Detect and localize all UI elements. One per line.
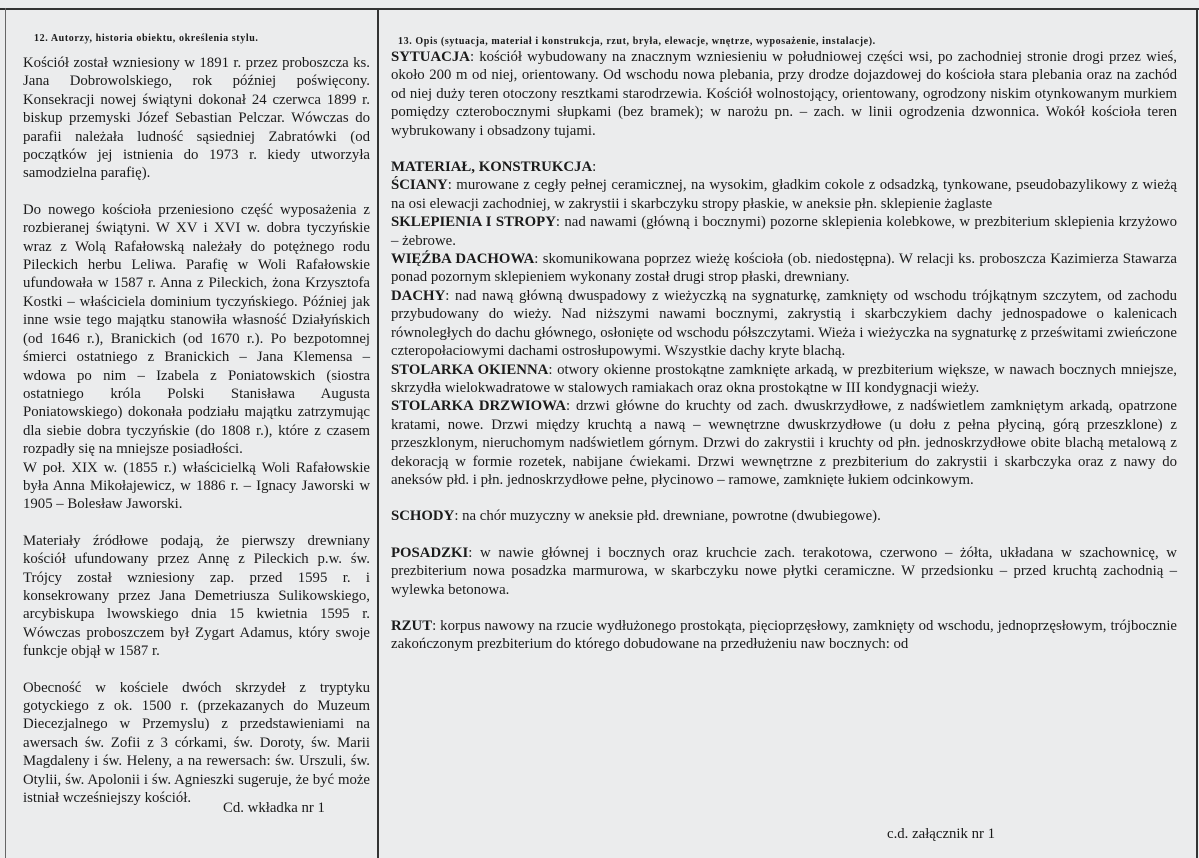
history-paragraph: Kościół został wzniesiony w 1891 r. przez proboszcza ks. Jana Dobrowolskiego, rok później poświęcony. Konsekracji nowej świątyni dokonał 24 czerwca 1899 r. biskup przemyski Józef Sebastian Pelczar. Wówczas do parafii należała ludność sąsiedniej Zabratówki (od początków jej istnienia do 1973 r. kiedy utworzyła samodzielna parafię). bbox=[23, 55, 370, 182]
history-paragraph: Materiały źródłowe podają, że pierwszy drewniany kościół ufundowany przez Annę z Pileckich p.w. św. Trójcy został wzniesiony zap. przed 1595 r. i konsekrowany przez Jana Demetriusza Sulikowskiego, arcybiskupa lwowskiego dnia 15 kwietnia 1595 r. Wówczas proboszczem był Zygart Adamus, który swoje funkcje objął w 1587 r. bbox=[23, 532, 370, 660]
section-label: SCHODY bbox=[391, 508, 455, 525]
section-schody: SCHODY: na chór muzyczny w aneksie płd. drewniane, powrotne (dwubiegowe). bbox=[391, 508, 881, 525]
section-label: WIĘŹBA DACHOWA bbox=[391, 251, 535, 268]
section-rzut: RZUT: korpus nawowy na rzucie wydłużonego prostokąta, pięcioprzęsłowy, zamknięty od wschodu, jednoprzęsłowym, trójbocznie zakończonym prezbiterium do którego dobudowane na przedłużeniu naw bocznych: od bbox=[391, 617, 1177, 653]
section-label: RZUT bbox=[391, 617, 433, 634]
section-dachy: DACHY: nad nawą główną dwuspadowy z wieżyczką na sygnaturkę, zamknięty od wschodu trójkątnym szczytem, od zachodu przybudowany do wieży. Nad niższymi nawami bocznymi, zakrystią i skarbczykiem dachy jednospadowe o kalenicach równoległych do dachu głównego, osłonięte od wschodu półszczytami. Wieża i wieżyczka na sygnaturkę z prześwitami zwieńczone czteropołaciowymi dachami ostrosłupowymi. Wszystkie dachy kryte blachą. bbox=[391, 287, 1177, 360]
description-body bbox=[391, 48, 1177, 654]
history-paragraph: W poł. XIX w. (1855 r.) właścicielką Woli Rafałowskie była Anna Mikołajewicz, w 1886 r. – Ignacy Jaworski w 1905 – Bolesław Jaworski. bbox=[23, 459, 370, 513]
section-label: MATERIAŁ, KONSTRUKCJA bbox=[391, 159, 593, 176]
section-sytuacja: SYTUACJA: kościół wybudowany na znacznym wzniesieniu w południowej części wsi, po zachodniej stronie drogi przez wieś, około 200 m od niej, orientowany. Od wschodu nowa plebania, przy drodze dojazdowej do kościoła stara plebania oraz na zachód od niej duży teren otoczony resztkami starodrzewia. Kościół wolnostojący, orientowany, ogrodzony niskim otynkowanym murkiem pomiędzy czterobocznymi słupkami (bez bramek); w narożu pn. – zach. w linii ogrodzenia dzwonnica. Wokół kościoła teren wybrukowany i obsadzony tujami. bbox=[391, 49, 1177, 139]
section-posadzki: POSADZKI: w nawie głównej i bocznych oraz kruchcie zach. terakotowa, czerwono – żółta, układana w szachownicę, w prezbiterium nowa posadzka marmurowa, w skarbczyku nowe płytki ceramiczne. W przedsionku – przed kruchtą zachodnią – wylewka betonowa. bbox=[391, 544, 1177, 598]
section-label: STOLARKA OKIENNA bbox=[391, 361, 549, 378]
history-paragraph: Obecność w kościele dwóch skrzydeł z tryptyku gotyckiego z ok. 1500 r. (przekazanych do Muzeum Diecezjalnego w Przemyslu) z przedstawieniami na awersach św. Zofii z 3 córkami, św. Doroty, św. Marii Magdaleny i św. Heleny, a na rewersach: św. Urszuli, św. Otylii, św. Apolonii i św. Agnieszki sugeruje, że być może istniał wcześniejszy kościół. bbox=[23, 679, 370, 807]
history-body bbox=[23, 54, 370, 807]
section-wiezba: WIĘŹBA DACHOWA: skomunikowana poprzez wieżę kościoła (ob. niedostępna). W relacji ks. proboszcza Kazimierza Stawarza ponad pozornym sklepieniem wykonany został drugi strop płaski, drewniany. bbox=[391, 251, 1178, 286]
column-divider bbox=[377, 8, 379, 858]
description-column bbox=[380, 0, 1199, 858]
history-column bbox=[0, 0, 377, 858]
description-heading: 13. Opis (sytuacja, materiał i konstrukcja, rzut, bryła, elewacje, wnętrze, wyposażenie, instalacje). bbox=[398, 36, 876, 47]
section-material: MATERIAŁ, KONSTRUKCJA: bbox=[391, 159, 597, 176]
history-heading: 12. Autorzy, historia obiektu, określenia stylu. bbox=[34, 33, 259, 44]
section-label: POSADZKI bbox=[391, 544, 469, 561]
section-sklepienia: SKLEPIENIA I STROPY: nad nawami (główną i bocznymi) pozorne sklepienia kolebkowe, w prezbiterium sklepienia krzyżowo – żebrowe. bbox=[391, 214, 1177, 249]
section-sciany: ŚCIANY: murowane z cegły pełnej ceramicznej, na wysokim, gładkim cokole z odsadzką, tynkowane, pseudobazylikowy z wieżą na osi elewacji zachodniej, w zakrystii i skarbczyku stropy płaskie, w aneksie płn. sklepienie żaglaste bbox=[391, 177, 1177, 212]
history-footer-note: Cd. wkładka nr 1 bbox=[223, 800, 325, 816]
section-label: STOLARKA DRZWIOWA bbox=[391, 398, 566, 415]
section-label: SYTUACJA bbox=[391, 49, 470, 65]
section-label: ŚCIANY bbox=[391, 177, 448, 194]
description-footer-note: c.d. załącznik nr 1 bbox=[887, 826, 996, 842]
section-drzwiowa: STOLARKA DRZWIOWA: drzwi główne do kruchty od zach. dwuskrzydłowe, z nadświetlem zamkniętym arkadą, opatrzone kratami, nowe. Drzwi między kruchtą a nawą – wewnętrzne dwuskrzydłowe (u dołu z pełna płyciną, górą przeszklone) z przeszklonym, nieruchomym nadświetlem górnym. Drzwi do zakrystii i kruchty od płn. jednoskrzydłowe obite blachą metalową z dekoracją w formie rozetek, nabijane ćwiekami. Drzwi wewnętrzne z prezbiterium do zakrystii i skarbczyka oraz z nawy do aneksów płd. i płn. jednoskrzydłowe pełne, płycinowo – ramowe, zamknięte łukiem odcinkowym. bbox=[391, 398, 1177, 488]
section-label: SKLEPIENIA I STROPY bbox=[391, 214, 556, 231]
section-okienna: STOLARKA OKIENNA: otwory okienne prostokątne zamknięte arkadą, w prezbiterium większe, w nawach bocznych mniejsze, skrzydła wielokwadratowe w stalowych ramiakach oraz okna prostokątne w III kondygnacji wieży. bbox=[391, 361, 1177, 396]
section-label: DACHY bbox=[391, 287, 446, 304]
history-paragraph: Do nowego kościoła przeniesiono część wyposażenia z rozbieranej świątyni. W XV i XVI w. dobra tyczyńskie wraz z Wolą Rafałowską należały do potężnego rodu Pileckich herbu Leliwa. Parafię w Woli Rafałowskie ufundowała w 1587 r. Anna z Pileckich, żona Krzysztofa Kostki – właściciela dominium tyczyńskiego. Później jak inne wsie tego majątku stanowiła własność Działyńskich (od 1646 r.), Branickich (od 1670 r.). Po bezpotomnej śmierci ostatniego z Branickich – Jana Klemensa – wdowa po nim – Izabela z Poniatowskich (siostra ostatniego króla Polski Stanisława Augusta Poniatowskiego) dokonała podziału majątku zatrzymując dla siebie dobra tyczyńskie (do 1808 r.), które z czasem rozpadły się na mniejsze posiadłości. bbox=[23, 201, 370, 458]
